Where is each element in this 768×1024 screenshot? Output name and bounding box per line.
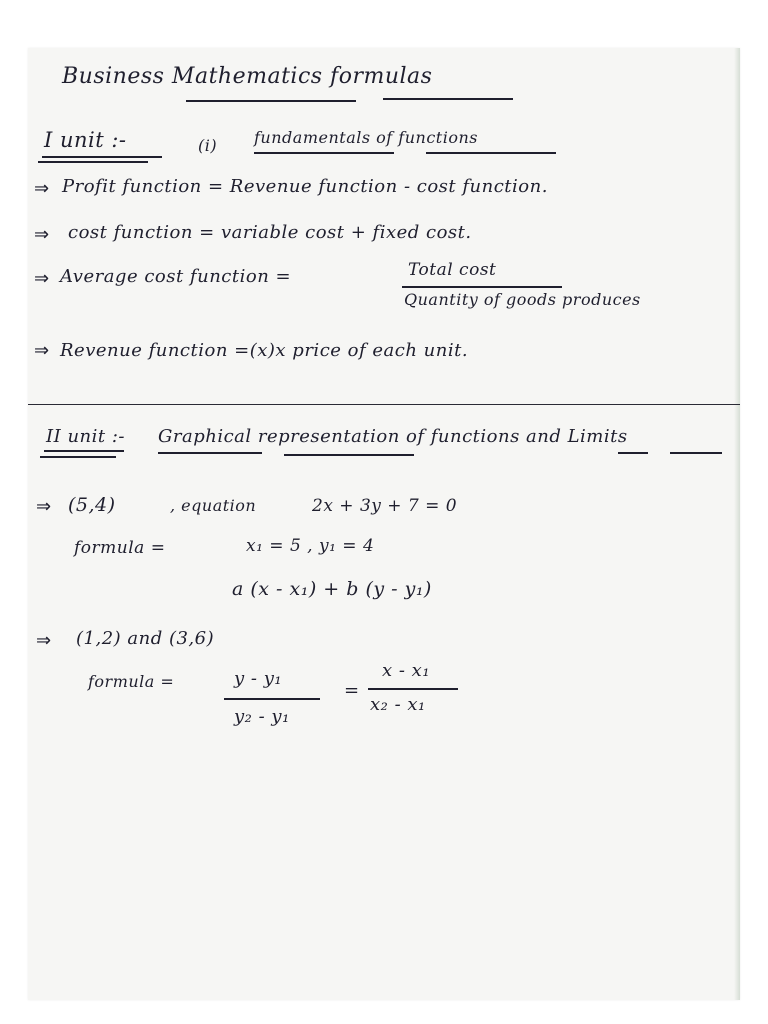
unit1-topic: fundamentals of functions <box>254 128 478 147</box>
unit1-topic-underline-b <box>426 152 556 154</box>
avg-cost-denominator: Quantity of goods produces <box>404 290 641 309</box>
unit1-underline-a <box>42 156 162 158</box>
arrow-icon: ⇒ <box>34 340 50 361</box>
ex2-right-fraction-bar <box>368 688 458 690</box>
ex1-equation-label: , equation <box>170 496 257 515</box>
page-edge <box>734 48 740 1000</box>
title-underline-1 <box>186 100 356 102</box>
arrow-icon: ⇒ <box>36 496 52 517</box>
unit2-topic-underline-a <box>158 452 262 454</box>
arrow-icon: ⇒ <box>36 630 52 651</box>
title-underline-2 <box>383 98 513 100</box>
unit2-topic-underline-b <box>284 454 414 456</box>
ex2-equals: = <box>344 680 360 701</box>
profit-formula: Profit function = Revenue function - cost function. <box>62 176 548 197</box>
section-divider <box>28 404 740 405</box>
ex2-left-numerator: y - y₁ <box>234 668 283 689</box>
unit1-topic-underline-a <box>254 152 394 154</box>
ex2-left-denominator: y₂ - y₁ <box>234 706 290 727</box>
arrow-icon: ⇒ <box>34 224 50 245</box>
ex1-formula: a (x - x₁) + b (y - y₁) <box>232 578 432 600</box>
ex2-formula-label: formula = <box>88 672 175 691</box>
ex2-right-denominator: x₂ - x₁ <box>370 694 426 715</box>
ex2-right-numerator: x - x₁ <box>382 660 431 681</box>
avg-cost-label: Average cost function = <box>60 266 292 287</box>
arrow-icon: ⇒ <box>34 268 50 289</box>
cost-formula: cost function = variable cost + fixed cost. <box>68 222 472 243</box>
avg-cost-fraction-bar <box>402 286 562 288</box>
page-title: Business Mathematics formulas <box>62 64 433 89</box>
unit2-topic: Graphical representation of functions and Limits <box>158 426 628 447</box>
ex2-left-fraction-bar <box>224 698 320 700</box>
avg-cost-numerator: Total cost <box>408 260 497 280</box>
unit1-number: (i) <box>198 136 218 155</box>
unit2-topic-underline-c <box>618 452 648 454</box>
unit2-topic-underline-d <box>670 452 722 454</box>
unit1-underline-b <box>38 161 148 163</box>
unit2-underline-a <box>44 450 124 452</box>
ex1-formula-label: formula = <box>74 538 166 558</box>
ex1-point: (5,4) <box>68 494 116 516</box>
arrow-icon: ⇒ <box>34 178 50 199</box>
ex2-points: (1,2) and (3,6) <box>76 628 215 649</box>
unit2-underline-b <box>40 456 116 458</box>
ex1-equation: 2x + 3y + 7 = 0 <box>312 496 458 516</box>
unit2-heading: II unit :- <box>46 426 125 447</box>
revenue-formula: Revenue function =(x)x price of each unit. <box>60 340 469 361</box>
notebook-page <box>28 48 740 1000</box>
unit1-heading: I unit :- <box>44 128 127 152</box>
ex1-given-values: x₁ = 5 , y₁ = 4 <box>246 536 375 556</box>
